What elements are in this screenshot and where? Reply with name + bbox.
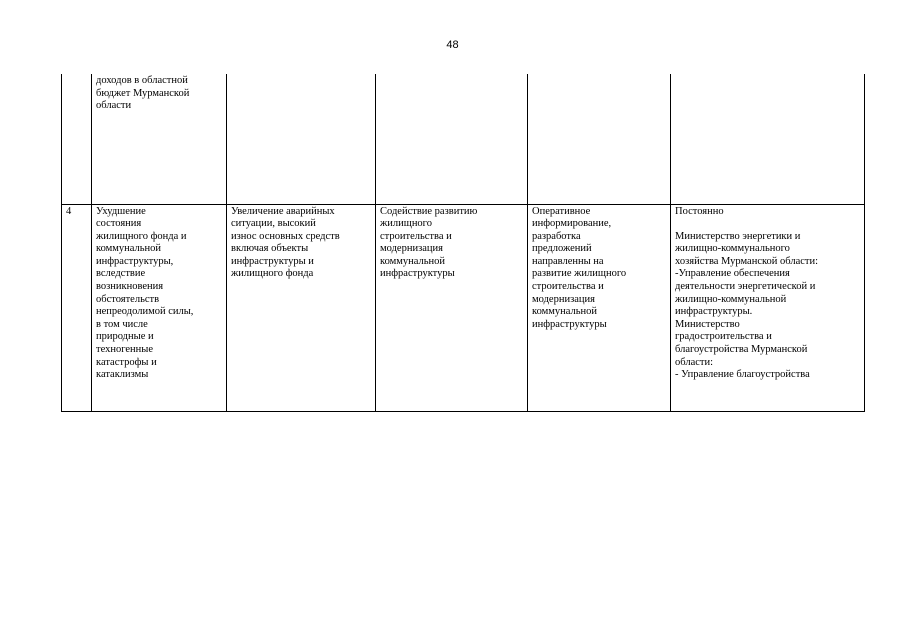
text-line: благоустройства Мурманской (675, 344, 808, 356)
text-line: Министерство энергетики и (675, 230, 801, 242)
text-line: инфраструктуры. (675, 306, 753, 318)
spacer (675, 218, 860, 231)
text-line: информирование, (532, 218, 612, 230)
text-line: модернизация (380, 243, 443, 255)
risk-table (61, 74, 865, 412)
text-line: строительства и (380, 230, 452, 242)
cell-cause (227, 74, 376, 204)
cell-cause (227, 204, 376, 411)
text-line: катаклизмы (96, 369, 149, 381)
text-line: хозяйства Мурманской области: (675, 255, 819, 267)
text-line: развитие жилищного (532, 268, 627, 280)
cell-threat (92, 204, 227, 411)
text-line: состояния (96, 218, 142, 230)
text-line: коммунальной (96, 243, 162, 255)
responsible-text (675, 206, 860, 382)
measures-text (532, 206, 666, 332)
text-line: непреодолимой силы, (96, 306, 194, 318)
text-line: износ основных средств (231, 230, 340, 242)
cell-responsible (671, 74, 865, 204)
text-line: жилищного (380, 218, 432, 230)
text-line: области: (675, 356, 714, 368)
text-line: доходов в областной (96, 75, 188, 86)
text-line: Министерство (675, 318, 740, 330)
cell-threat (92, 74, 227, 204)
text-line: деятельности энергетической и (675, 281, 816, 293)
cell-measures (528, 74, 671, 204)
text-line: инфраструктуры и (231, 255, 314, 267)
text-line: направленны на (532, 255, 604, 267)
text-line: градостроительства и (675, 331, 772, 343)
text-line: обстоятельств (96, 293, 160, 305)
table-row-continuation (62, 74, 865, 204)
text-line: жилищного фонда и (96, 230, 187, 242)
text-line: жилищно-коммунального (675, 243, 790, 255)
text-line: Содействие развитию (380, 205, 478, 217)
text-line: инфраструктуры (380, 268, 455, 280)
goal-text (380, 206, 523, 282)
cell-goal (376, 74, 528, 204)
text-line: природные и (96, 331, 154, 343)
text-line: инфраструктуры, (96, 255, 174, 267)
text-line: жилищно-коммунальной (675, 293, 787, 305)
text-line: модернизация (532, 293, 595, 305)
text-line: инфраструктуры (532, 318, 607, 330)
threat-text (96, 75, 222, 113)
text-line: техногенные (96, 344, 154, 356)
page-number: 48 (446, 39, 459, 51)
text-line: вследствие (96, 268, 146, 280)
cell-responsible (671, 204, 865, 411)
text-line: предложений (532, 243, 592, 255)
text-line: в том числе (96, 318, 148, 330)
table-row-4 (62, 204, 865, 411)
text-line: Ухудшение (96, 205, 146, 217)
text-line: Оперативное (532, 205, 591, 217)
text-line: возникновения (96, 281, 164, 293)
text-line: - Управление благоустройства (675, 369, 810, 381)
text-line: -Управление обеспечения (675, 268, 790, 280)
text-line: включая объекты (231, 243, 309, 255)
text-line: коммунальной (532, 306, 598, 318)
cell-goal (376, 204, 528, 411)
cause-text (231, 206, 371, 282)
text-line: Увеличение аварийных (231, 205, 335, 217)
cell-num (62, 74, 92, 204)
text-line: ситуации, высокий (231, 218, 316, 230)
text-line: бюджет Мурманской (96, 87, 190, 99)
text-line: области (96, 100, 132, 112)
text-line: коммунальной (380, 255, 446, 267)
threat-text (96, 206, 222, 382)
cell-measures (528, 204, 671, 411)
term-text: Постоянно (675, 205, 724, 217)
text-line: строительства и (532, 281, 604, 293)
text-line: разработка (532, 230, 581, 242)
text-line: катастрофы и (96, 356, 157, 368)
text-line: жилищного фонда (231, 268, 314, 280)
cell-num: 4 (62, 204, 92, 411)
